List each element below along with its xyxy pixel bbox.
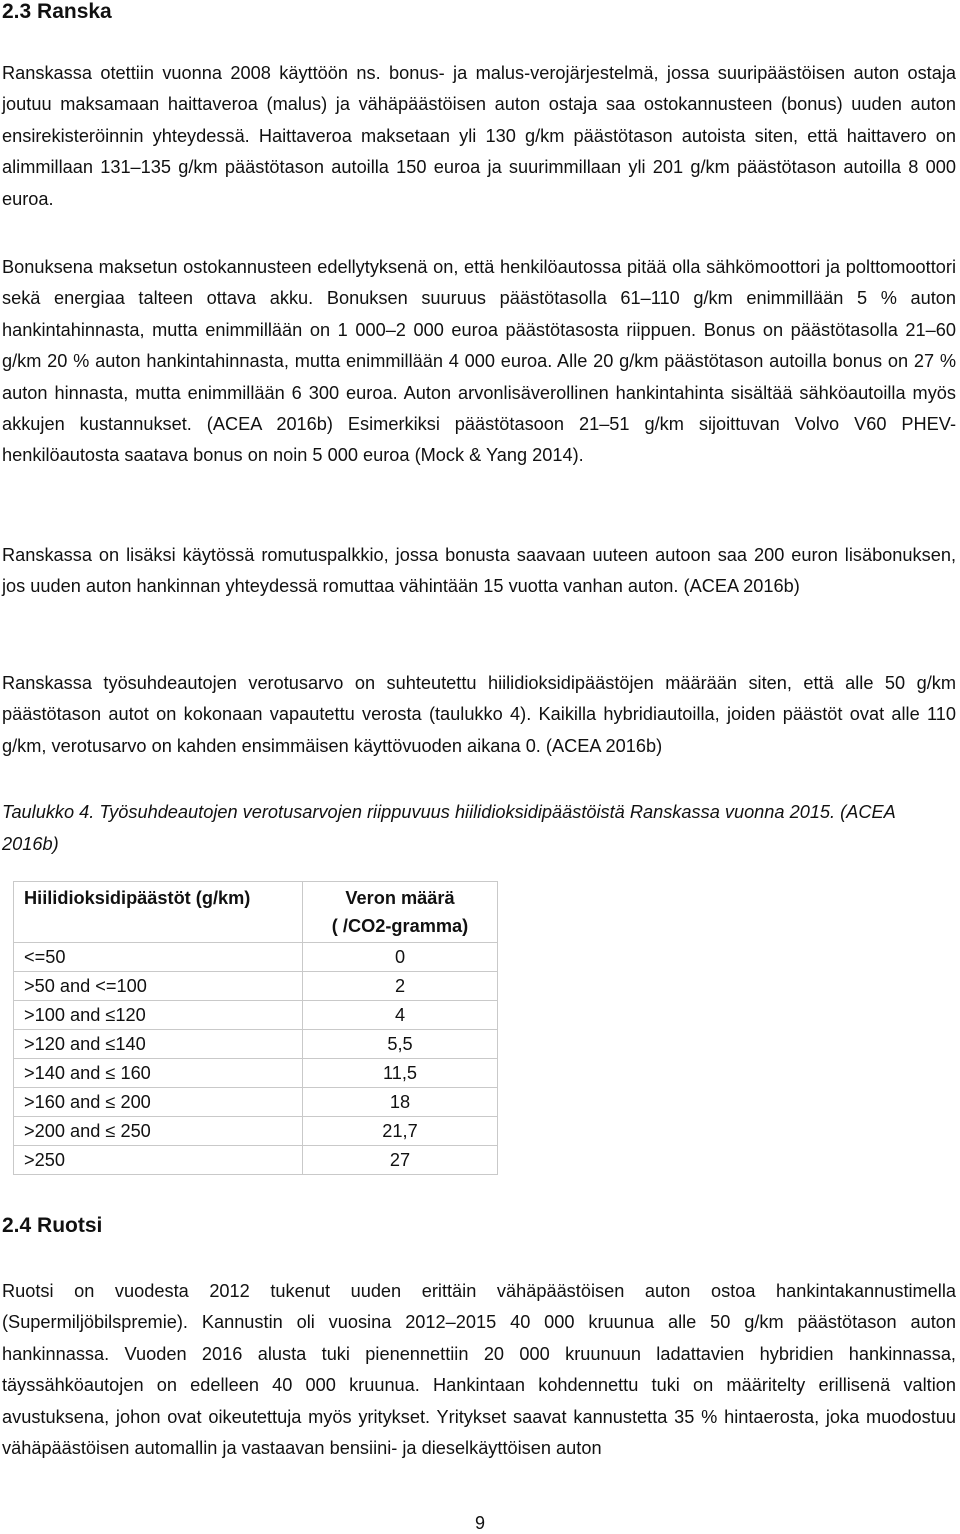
paragraph-bonus-conditions: Bonuksena maksetun ostokannusteen edellytyksenä on, että henkilöautossa pitää olla sähkömoottori ja polttomoottori sekä energiaa talteen ottava akku. Bonuksen suuruus päästötasolla 61–110 g/km enimmillään 5 % auton hankintahinnasta, mutta enimmillään on 1 000–2 000 euroa päästötasosta riippuen. Bonus on päästötasolla 21–60 g/km 20 % auton hankintahinnasta, mutta enimmillään 4 000 euroa. Alle 20 g/km päästötason autoilla bonus on 27 % auton hinnasta, mutta enimmillään 6 300 euroa. Auton arvonlisäverollinen hankintahinta sisältää sähköautoilla myös akkujen kustannukset. (ACEA 2016b) Esimerkiksi päästötasoon 21–51 g/km sijoittuvan Volvo V60 PHEV-henkilöautosta saatava bonus on noin 5 000 euroa (Mock & Yang 2014). <box>2 257 956 466</box>
table-row <box>14 1146 498 1175</box>
table-caption: Taulukko 4. Työsuhdeautojen verotusarvojen riippuvuus hiilidioksidipäästöistä Ranskassa vuonna 2015. (ACEA 2016b) <box>2 802 896 854</box>
tax-amount-cell: 5,5 <box>303 1030 498 1059</box>
table-header-row <box>14 882 498 943</box>
table-row <box>14 1001 498 1030</box>
tax-amount-cell: 27 <box>303 1146 498 1175</box>
emission-range-cell: >120 and ≤140 <box>14 1030 303 1059</box>
table-row <box>14 1088 498 1117</box>
section-heading-sweden: 2.4 Ruotsi <box>2 1214 103 1237</box>
table-row <box>14 1117 498 1146</box>
table-row <box>14 943 498 972</box>
tax-amount-cell: 4 <box>303 1001 498 1030</box>
emission-range-cell: >160 and ≤ 200 <box>14 1088 303 1117</box>
table-row <box>14 972 498 1001</box>
emission-range-cell: >50 and <=100 <box>14 972 303 1001</box>
column-header-emissions: Hiilidioksidipäästöt (g/km) <box>14 882 303 943</box>
table-row <box>14 1030 498 1059</box>
column-header-tax-amount: Veron määrä ( /CO2-gramma) <box>303 882 498 943</box>
paragraph-scrappage: Ranskassa on lisäksi käytössä romutuspalkkio, jossa bonusta saavaan uuteen autoon saa 200 euron lisäbonuksen, jos uuden auton hankinnan yhteydessä romuttaa vähintään 15 vuotta vanhan auton. (ACEA 2016b) <box>2 545 956 597</box>
emission-range-cell: >200 and ≤ 250 <box>14 1117 303 1146</box>
page-number: 9 <box>474 1513 485 1533</box>
tax-amount-cell: 21,7 <box>303 1117 498 1146</box>
tax-amount-cell: 0 <box>303 943 498 972</box>
paragraph-sweden-premium: Ruotsi on vuodesta 2012 tukenut uuden erittäin vähäpäästöisen auton ostoa hankintakannustimella (Supermiljöbilspremie). Kannustin oli vuosina 2012–2015 40 000 kruunua alle 50 g/km päästötason auton hankinnassa. Vuoden 2016 alusta tuki pienennettiin 20 000 kruunuun ladattavien hybridien hankinnassa, täyssähköautojen on edelleen 40 000 kruunua. Hankintaan kohdennettu tuki on määritelty erillisenä valtion avustuksena, johon ovat oikeutettuja myös yritykset. Yritykset saavat kannustetta 35 % hintaerosta, joka muodostuu vähäpäästöisen automallin ja vastaavan bensiini- ja dieselkäyttöisen auton <box>2 1281 956 1459</box>
co2-tax-table <box>13 881 498 1175</box>
tax-amount-cell: 18 <box>303 1088 498 1117</box>
paragraph-bonus-malus: Ranskassa otettiin vuonna 2008 käyttöön ns. bonus- ja malus-verojärjestelmä, jossa suuripäästöisen auton ostaja joutuu maksamaan haittaveroa (malus) ja vähäpäästöisen auton ostaja saa ostokannusteen (bonus) uuden auton ensirekisteröinnin yhteydessä. Haittaveroa maksetaan yli 130 g/km päästötason autoista siten, että haittavero on alimmillaan 131–135 g/km päästötason autoilla 150 euroa ja suurimmillaan yli 201 g/km päästötason autoilla 8 000 euroa. <box>2 63 956 209</box>
emission-range-cell: >100 and ≤120 <box>14 1001 303 1030</box>
tax-amount-cell: 2 <box>303 972 498 1001</box>
section-heading-france: 2.3 Ranska <box>2 0 112 23</box>
tax-amount-cell: 11,5 <box>303 1059 498 1088</box>
paragraph-company-cars: Ranskassa työsuhdeautojen verotusarvo on suhteutettu hiilidioksidipäästöjen määrään siten, että alle 50 g/km päästötason autot on kokonaan vapautettu verosta (taulukko 4). Kaikilla hybridiautoilla, joiden päästöt ovat alle 110 g/km, verotusarvo on kahden ensimmäisen käyttövuoden aikana 0. (ACEA 2016b) <box>2 673 956 756</box>
emission-range-cell: >140 and ≤ 160 <box>14 1059 303 1088</box>
emission-range-cell: >250 <box>14 1146 303 1175</box>
emission-range-cell: <=50 <box>14 943 303 972</box>
table-row <box>14 1059 498 1088</box>
